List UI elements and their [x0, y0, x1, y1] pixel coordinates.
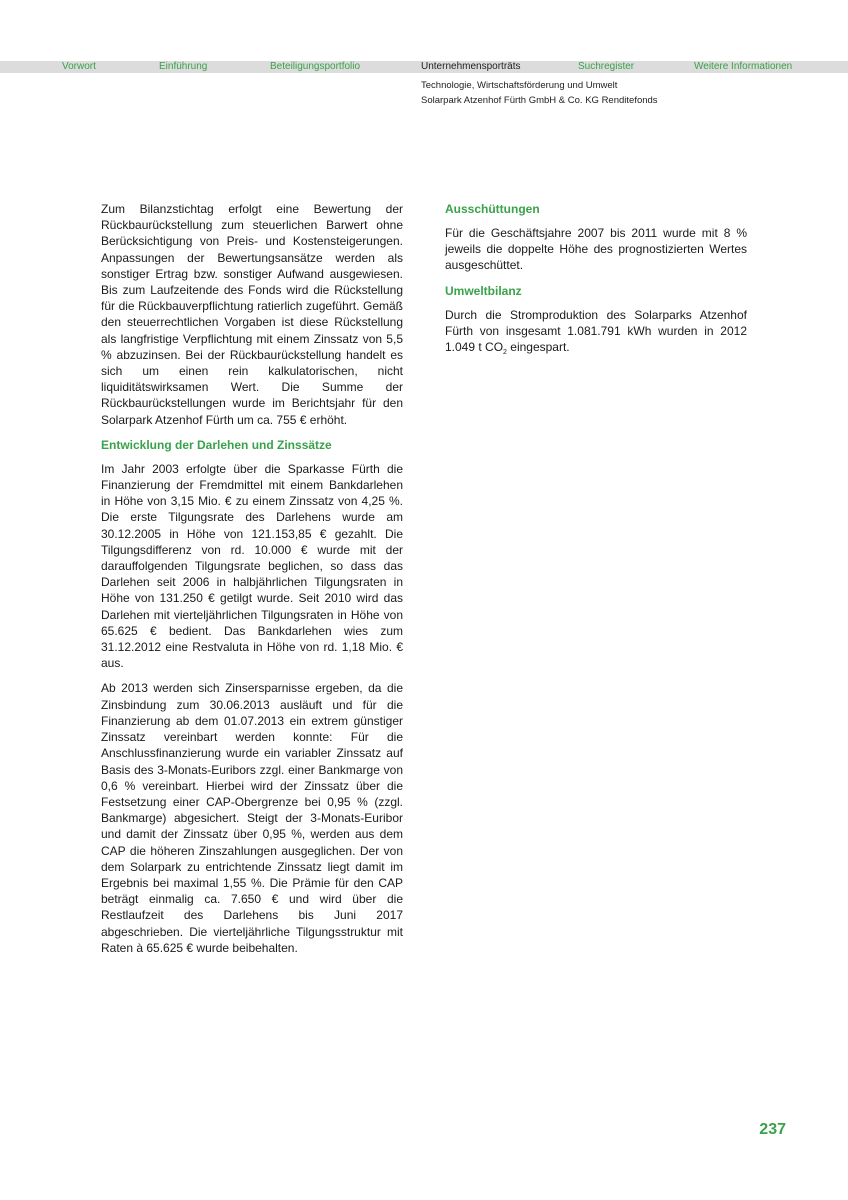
- paragraph-rueckbaurueckstellung: Zum Bilanzstichtag erfolgt eine Bewertung der Rückbaurückstellung zum steuerlichen Barwert ohne Berücksichtigung von Preis- und Kostensteigerungen. Anpassungen der Bewertungsansätze werden als sonstiger Ertrag bzw. sonstiger Aufwand ausgewiesen. Bis zum Laufzeitende des Fonds wird die Rückstellung für die Rückbauverpflichtung ratierlich zugeführt. Gemäß den steuerrechtlichen Vorgaben ist diese Rückstellung als langfristige Verpflichtung mit einem Zinssatz von 5,5 % abzuzinsen. Bei der Rückbaurückstellung handelt es sich um einen rein kalkulatorischen, nicht liquiditätswirksamen Wert. Die Summe der Rückbaurückstellungen wurde im Berichtsjahr für den Solarpark Atzenhof Fürth um ca. 755 € erhöht.: [101, 202, 403, 427]
- heading-darlehen-zinssaetze: Entwicklung der Darlehen und Zinssätze: [101, 437, 332, 452]
- paragraph-ausschuettungen: Für die Geschäftsjahre 2007 bis 2011 wurde mit 8 % jeweils die doppelte Höhe des prognostizierten Wertes ausgeschüttet.: [445, 226, 747, 273]
- paragraph-zinsersparnisse: Ab 2013 werden sich Zinsersparnisse ergeben, da die Zinsbindung zum 30.06.2013 ausläuft und für die Finanzierung ab dem 01.07.2013 ein extrem günstiger Zinssatz vereinbart werden konnte: Für die Anschlussfinanzierung wurde ein variabler Zinssatz auf Basis des 3-Monats-Euribors zzgl. einer Bankmarge von 0,6 % vereinbart. Hierbei wird der Zinssatz über die Festsetzung einer CAP-Obergrenze bei 0,95 % (zzgl. Bankmarge) abgesichert. Steigt der 3-Monats-Euribor und damit der Zinssatz über 0,95 %, werden aus dem CAP die höheren Zinszahlungen ausgeglichen. Der von dem Solarpark zu entrichtende Zinssatz liegt damit im Ergebnis bei maximal 1,55 %. Die Prämie für den CAP beträgt einmalig ca. 7.650 € und wird über die Restlaufzeit des Darlehens bis Juni 2017 abgeschrieben. Die vierteljährliche Tilgungsstruktur mit Raten à 65.625 € wurde beibehalten.: [101, 681, 403, 955]
- heading-ausschuettungen: Ausschüttungen: [445, 202, 540, 216]
- paragraph-umweltbilanz: [445, 307, 747, 362]
- paragraph-darlehen: Im Jahr 2003 erfolgte über die Sparkasse Fürth die Finanzierung der Fremdmittel mit einem Bankdarlehen in Höhe von 3,15 Mio. € zu einem Zinssatz von 4,25 %. Die erste Tilgungsrate des Darlehens wurde am 30.12.2005 in Höhe von 121.153,85 € gezahlt. Die Tilgungsdifferenz von rd. 10.000 € wurde mit der darauffolgenden Tilgungsrate beglichen, so dass das Darlehen seit 2006 in halbjährlichen Tilgungsraten in Höhe von 131.250 € getilgt wurde. Seit 2010 wird das Darlehen mit vierteljährlichen Tilgungsraten in Höhe von 65.625 € bedient. Das Bankdarlehen wies zum 31.12.2012 eine Restvaluta in Höhe von rd. 1,18 Mio. € aus.: [101, 461, 403, 671]
- umweltbilanz-text-end: eingespart.: [506, 340, 570, 355]
- nav-item-weitere-informationen[interactable]: Weitere Informationen: [694, 61, 793, 72]
- left-column: [101, 201, 403, 965]
- nav-item-einfuehrung[interactable]: Einführung: [159, 61, 208, 72]
- nav-item-vorwort[interactable]: Vorwort: [62, 61, 96, 72]
- heading-umweltbilanz: Umweltbilanz: [445, 283, 522, 298]
- page-number: 237: [759, 1121, 786, 1138]
- nav-item-beteiligungsportfolio[interactable]: Beteiligungsportfolio: [270, 61, 361, 72]
- nav-item-suchregister[interactable]: Suchregister: [578, 61, 635, 72]
- co2-subscript: 2: [503, 349, 507, 357]
- nav-item-unternehmensportraets[interactable]: Unternehmensporträts: [421, 61, 521, 72]
- right-column: [445, 201, 747, 370]
- breadcrumb-company: Solarpark Atzenhof Fürth GmbH & Co. KG Renditefonds: [421, 95, 658, 106]
- umweltbilanz-text: Durch die Stromproduktion des Solarparks Atzenhof Fürth von insgesamt 1.081.791 kWh wurden in 2012 1.049 t CO: [445, 307, 747, 355]
- top-navigation-bar: [0, 61, 848, 73]
- breadcrumb-category: Technologie, Wirtschaftsförderung und Umwelt: [421, 80, 618, 91]
